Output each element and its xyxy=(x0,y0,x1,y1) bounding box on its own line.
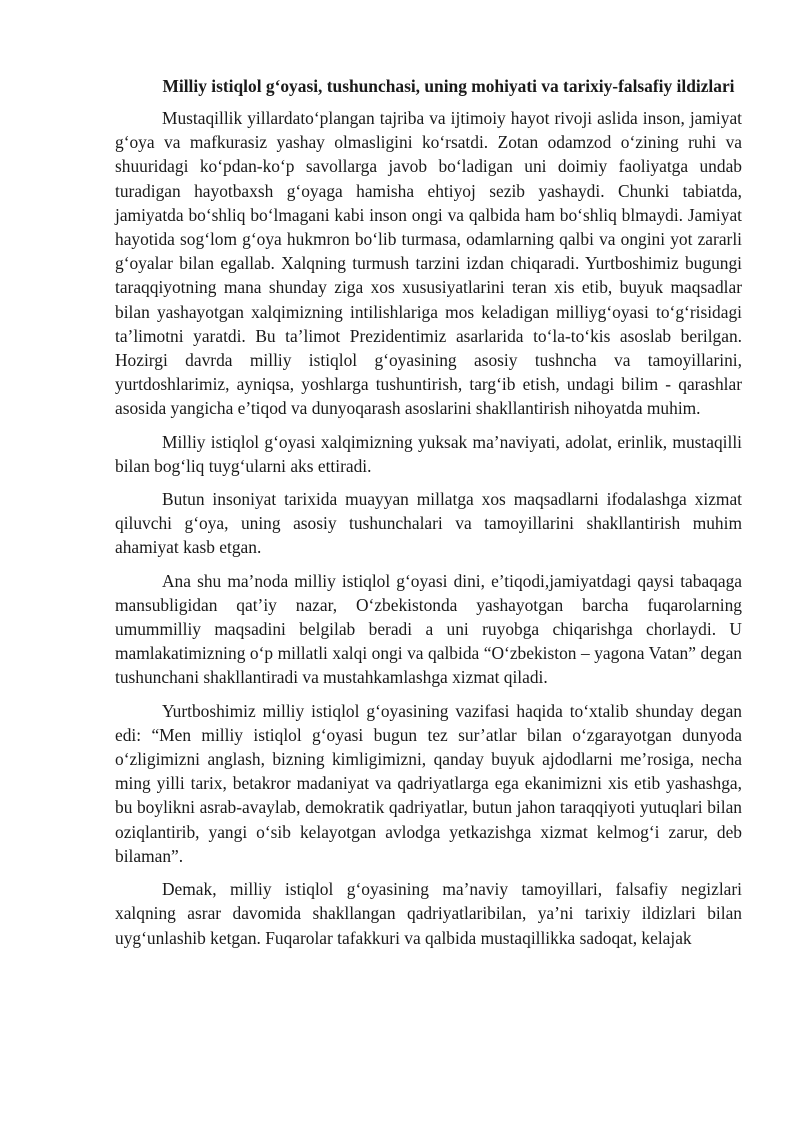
paragraph: Ana shu ma’noda milliy istiqlol g‘oyasi dini, e’tiqodi,jamiyatdagi qaysi tabaqaga mansubligidan qat’iy nazar, O‘zbekistonda yashayotgan barcha fuqarolarning umummilliy maqsadini belgilab beradi a uni ruyobga chiqarishga chorlaydi. U mamlakatimizning o‘p millatli xalqi ongi va qalbida “O‘zbekiston – yagona Vatan” degan tushunchani shakllantiradi va mustahkamlashga xizmat qiladi. xyxy=(115,570,742,688)
paragraph: Yurtboshimiz milliy istiqlol g‘oyasining vazifasi haqida to‘xtalib shunday degan edi: “Men milliy istiqlol g‘oyasi bugun tez sur’atlar bilan o‘zgarayotgan dunyoda o‘zligimizni anglash, bizning kimligimizni, qanday buyuk ajdodlarni me’rosiga, necha ming yilli tarix, betakror madaniyat va qadriyatlarga ega ekanimizni xis etib yashashga, bu boylikni asrab-avaylab, demokratik qadriyatlar, butun jahon taraqqiyoti yutuqlari bilan oziqlantirib, yangi o‘sib kelayotgan avlodga yetkazishga xizmat kelmog‘i zarur, deb bilaman”. xyxy=(115,700,742,866)
document-page xyxy=(115,74,742,959)
paragraph: Butun insoniyat tarixida muayyan millatga xos maqsadlarni ifodalashga xizmat qiluvchi g‘oya, uning asosiy tushunchalari va tamoyillarini shakllantirish muhim ahamiyat kasb etgan. xyxy=(115,489,742,558)
paragraph: Demak, milliy istiqlol g‘oyasining ma’naviy tamoyillari, falsafiy negizlari xalqning asrar davomida shakllangan qadriyatlaribilan, ya’ni tarixiy ildizlari bilan uyg‘unlashib ketgan. Fuqarolar tafakkuri va qalbida mustaqillikka sadoqat, kelajak xyxy=(115,879,742,948)
document-title: Milliy istiqlol g‘oyasi, tushunchasi, uning mohiyati va tarixiy-falsafiy ildizlari xyxy=(162,76,735,96)
paragraph: Milliy istiqlol g‘oyasi xalqimizning yuksak ma’naviyati, adolat, erinlik, mustaqilli bilan bog‘liq tuyg‘ularni aks ettiradi. xyxy=(115,431,742,476)
paragraph: Mustaqillik yillardato‘plangan tajriba va ijtimoiy hayot rivoji aslida inson, jamiyat g‘oya va mafkurasiz yashay olmasligini ko‘rsatdi. Zotan odamzod o‘zining ruhi va shuuridagi ko‘pdan-ko‘p savollarga javob bo‘ladigan uni doimiy faoliyatga undab turadigan hayotbaxsh g‘oyaga hamisha ehtiyoj sezib yashaydi. Chunki tabiatda, jamiyatda bo‘shliq bo‘lmagani kabi inson ongi va qalbida ham bo‘shliq blmaydi. Jamiyat hayotida sog‘lom g‘oya hukmron bo‘lib turmasa, odamlarning qalbi va ongini yot zararli g‘oyalar bilan egallab. Xalqning turmush tarzini izdan chiqaradi. Yurtboshimiz bugungi taraqqiyotning mana shunday ziga xos xususiyatlarini teran xis etib, buyuk maqsadlar bilan yashayotgan xalqimizning intilishlariga mos keladigan milliyg‘oyasi to‘g‘risidagi ta’limotni yaratdi. Bu ta’limot Prezidentimiz asarlarida to‘la-to‘kis asoslab berilgan. Hozirgi davrda milliy istiqlol g‘oyasining asosiy tushncha va tamoyillarini, yurtdoshlarimiz, ayniqsa, yoshlarga tushuntirish, targ‘ib etish, undagi bilim - qarashlar asosida yangicha e’tiqod va dunyoqarash asoslarini shakllantirish nihoyatda muhim. xyxy=(115,108,742,419)
